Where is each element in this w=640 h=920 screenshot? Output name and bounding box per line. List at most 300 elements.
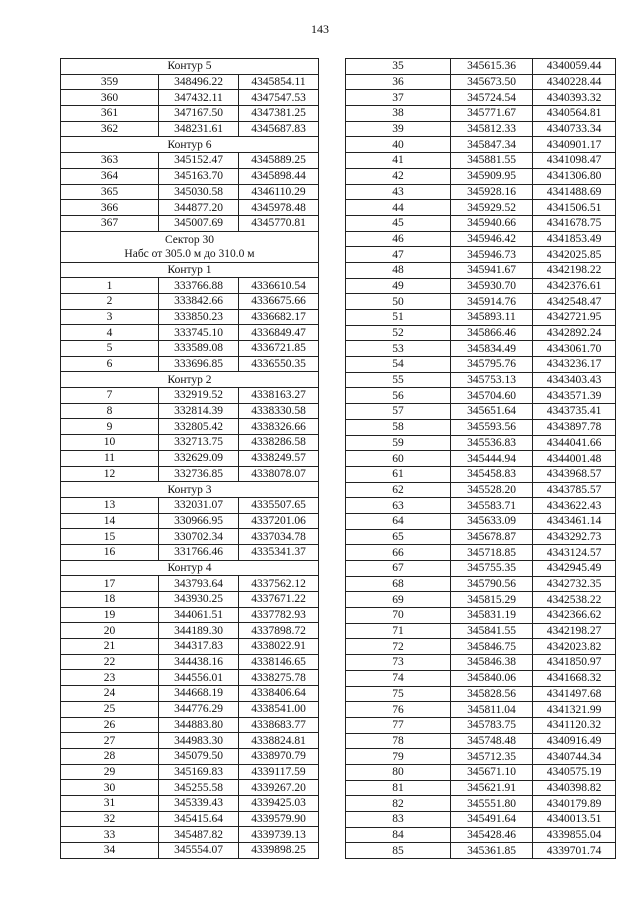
point-number: 30 xyxy=(61,780,159,796)
point-number: 41 xyxy=(346,153,451,169)
point-number: 35 xyxy=(346,59,451,75)
point-number: 4 xyxy=(61,325,159,341)
point-number: 20 xyxy=(61,623,159,639)
y-coordinate: 4339855.04 xyxy=(533,827,616,843)
x-coordinate: 344776.29 xyxy=(159,701,239,717)
y-coordinate: 4343968.57 xyxy=(533,466,616,482)
y-coordinate: 4344041.66 xyxy=(533,435,616,451)
point-number: 27 xyxy=(61,733,159,749)
x-coordinate: 345152.47 xyxy=(159,153,239,169)
table-row xyxy=(346,404,616,420)
x-coordinate: 345846.75 xyxy=(451,639,533,655)
table-row xyxy=(346,168,616,184)
table-row xyxy=(346,215,616,231)
x-coordinate: 345712.35 xyxy=(451,749,533,765)
point-number: 45 xyxy=(346,215,451,231)
point-number: 366 xyxy=(61,200,159,216)
x-coordinate: 348231.61 xyxy=(159,121,239,137)
table-row xyxy=(346,670,616,686)
point-number: 73 xyxy=(346,655,451,671)
point-number: 60 xyxy=(346,451,451,467)
table-row xyxy=(346,733,616,749)
table-row xyxy=(346,764,616,780)
x-coordinate: 345487.82 xyxy=(159,827,239,843)
section-header-line: Контур 5 xyxy=(167,60,212,73)
y-coordinate: 4336682.17 xyxy=(239,309,319,325)
point-number: 47 xyxy=(346,247,451,263)
x-coordinate: 345893.11 xyxy=(451,310,533,326)
y-coordinate: 4343236.17 xyxy=(533,357,616,373)
point-number: 62 xyxy=(346,482,451,498)
table-row xyxy=(61,184,319,200)
section-header-row xyxy=(61,262,319,278)
y-coordinate: 4342025.85 xyxy=(533,247,616,263)
y-coordinate: 4342732.35 xyxy=(533,576,616,592)
y-coordinate: 4342892.24 xyxy=(533,325,616,341)
table-row xyxy=(61,513,319,529)
y-coordinate: 4341098.47 xyxy=(533,153,616,169)
table-row xyxy=(61,90,319,106)
point-number: 59 xyxy=(346,435,451,451)
table-row xyxy=(346,639,616,655)
y-coordinate: 4338275.78 xyxy=(239,670,319,686)
table-row xyxy=(346,419,616,435)
table-row xyxy=(346,608,616,624)
table-row xyxy=(346,529,616,545)
x-coordinate: 344883.80 xyxy=(159,717,239,733)
point-number: 6 xyxy=(61,356,159,372)
point-number: 22 xyxy=(61,654,159,670)
point-number: 365 xyxy=(61,184,159,200)
section-header-line: Контур 2 xyxy=(167,373,212,386)
y-coordinate: 4341506.51 xyxy=(533,200,616,216)
point-number: 65 xyxy=(346,529,451,545)
point-number: 39 xyxy=(346,121,451,137)
y-coordinate: 4340733.34 xyxy=(533,121,616,137)
table-row xyxy=(346,74,616,90)
x-coordinate: 348496.22 xyxy=(159,74,239,90)
y-coordinate: 4338330.58 xyxy=(239,403,319,419)
x-coordinate: 345928.16 xyxy=(451,184,533,200)
point-number: 53 xyxy=(346,341,451,357)
table-row xyxy=(61,356,319,372)
y-coordinate: 4337782.93 xyxy=(239,607,319,623)
y-coordinate: 4340916.49 xyxy=(533,733,616,749)
y-coordinate: 4338970.79 xyxy=(239,748,319,764)
point-number: 31 xyxy=(61,795,159,811)
point-number: 24 xyxy=(61,686,159,702)
point-number: 29 xyxy=(61,764,159,780)
x-coordinate: 345846.38 xyxy=(451,655,533,671)
x-coordinate: 345444.94 xyxy=(451,451,533,467)
table-row xyxy=(346,780,616,796)
table-row xyxy=(61,497,319,513)
table-row xyxy=(346,686,616,702)
table-row xyxy=(61,293,319,309)
y-coordinate: 4341678.75 xyxy=(533,215,616,231)
y-coordinate: 4344001.48 xyxy=(533,451,616,467)
table-row xyxy=(346,513,616,529)
table-row xyxy=(61,654,319,670)
table-row xyxy=(61,544,319,560)
point-number: 361 xyxy=(61,106,159,122)
y-coordinate: 4337671.22 xyxy=(239,592,319,608)
x-coordinate: 345255.58 xyxy=(159,780,239,796)
x-coordinate: 330702.34 xyxy=(159,529,239,545)
x-coordinate: 345847.34 xyxy=(451,137,533,153)
y-coordinate: 4338683.77 xyxy=(239,717,319,733)
x-coordinate: 345718.85 xyxy=(451,545,533,561)
x-coordinate: 347432.11 xyxy=(159,90,239,106)
x-coordinate: 345415.64 xyxy=(159,811,239,827)
y-coordinate: 4338541.00 xyxy=(239,701,319,717)
table-row xyxy=(61,576,319,592)
x-coordinate: 345941.67 xyxy=(451,262,533,278)
x-coordinate: 332031.07 xyxy=(159,497,239,513)
y-coordinate: 4338163.27 xyxy=(239,388,319,404)
x-coordinate: 345169.83 xyxy=(159,764,239,780)
y-coordinate: 4340059.44 xyxy=(533,59,616,75)
table-row xyxy=(61,607,319,623)
y-coordinate: 4343061.70 xyxy=(533,341,616,357)
point-number: 40 xyxy=(346,137,451,153)
y-coordinate: 4338022.91 xyxy=(239,639,319,655)
point-number: 32 xyxy=(61,811,159,827)
y-coordinate: 4335341.37 xyxy=(239,544,319,560)
table-row xyxy=(346,357,616,373)
y-coordinate: 4341497.68 xyxy=(533,686,616,702)
x-coordinate: 343793.64 xyxy=(159,576,239,592)
section-header xyxy=(61,482,319,498)
point-number: 46 xyxy=(346,231,451,247)
y-coordinate: 4335507.65 xyxy=(239,497,319,513)
x-coordinate: 332736.85 xyxy=(159,466,239,482)
table-row xyxy=(346,812,616,828)
table-row xyxy=(61,168,319,184)
point-number: 54 xyxy=(346,357,451,373)
table-row xyxy=(61,403,319,419)
x-coordinate: 344189.30 xyxy=(159,623,239,639)
table-row xyxy=(346,90,616,106)
x-coordinate: 344983.30 xyxy=(159,733,239,749)
section-header-line: Контур 3 xyxy=(167,483,212,496)
y-coordinate: 4339739.13 xyxy=(239,827,319,843)
y-coordinate: 4346110.29 xyxy=(239,184,319,200)
y-coordinate: 4343897.78 xyxy=(533,419,616,435)
point-number: 78 xyxy=(346,733,451,749)
point-number: 83 xyxy=(346,812,451,828)
point-number: 1 xyxy=(61,278,159,294)
table-row xyxy=(346,466,616,482)
y-coordinate: 4342548.47 xyxy=(533,294,616,310)
point-number: 18 xyxy=(61,592,159,608)
x-coordinate: 347167.50 xyxy=(159,106,239,122)
x-coordinate: 345914.76 xyxy=(451,294,533,310)
point-number: 42 xyxy=(346,168,451,184)
x-coordinate: 345615.36 xyxy=(451,59,533,75)
table-row xyxy=(346,545,616,561)
point-number: 49 xyxy=(346,278,451,294)
y-coordinate: 4338146.65 xyxy=(239,654,319,670)
point-number: 76 xyxy=(346,702,451,718)
point-number: 21 xyxy=(61,639,159,655)
point-number: 85 xyxy=(346,843,451,859)
point-number: 13 xyxy=(61,497,159,513)
table-row xyxy=(61,764,319,780)
table-row xyxy=(61,701,319,717)
section-header-row xyxy=(61,231,319,262)
x-coordinate: 345783.75 xyxy=(451,717,533,733)
x-coordinate: 345946.42 xyxy=(451,231,533,247)
y-coordinate: 4341850.97 xyxy=(533,655,616,671)
x-coordinate: 345929.52 xyxy=(451,200,533,216)
table-row xyxy=(346,576,616,592)
point-number: 23 xyxy=(61,670,159,686)
x-coordinate: 343930.25 xyxy=(159,592,239,608)
x-coordinate: 333696.85 xyxy=(159,356,239,372)
table-row xyxy=(346,749,616,765)
x-coordinate: 345030.58 xyxy=(159,184,239,200)
point-number: 37 xyxy=(346,90,451,106)
x-coordinate: 345795.76 xyxy=(451,357,533,373)
y-coordinate: 4340564.81 xyxy=(533,106,616,122)
x-coordinate: 345724.54 xyxy=(451,90,533,106)
table-row xyxy=(346,137,616,153)
x-coordinate: 345651.64 xyxy=(451,404,533,420)
y-coordinate: 4341853.49 xyxy=(533,231,616,247)
x-coordinate: 345079.50 xyxy=(159,748,239,764)
point-number: 63 xyxy=(346,498,451,514)
table-row xyxy=(346,121,616,137)
x-coordinate: 345946.73 xyxy=(451,247,533,263)
y-coordinate: 4336721.85 xyxy=(239,341,319,357)
y-coordinate: 4343571.39 xyxy=(533,388,616,404)
section-header xyxy=(61,372,319,388)
y-coordinate: 4336675.66 xyxy=(239,293,319,309)
table-row xyxy=(61,153,319,169)
table-row xyxy=(346,200,616,216)
y-coordinate: 4345770.81 xyxy=(239,215,319,231)
x-coordinate: 345593.56 xyxy=(451,419,533,435)
coordinates-table-right xyxy=(345,58,616,859)
y-coordinate: 4338286.58 xyxy=(239,435,319,451)
x-coordinate: 345339.43 xyxy=(159,795,239,811)
table-row xyxy=(346,827,616,843)
x-coordinate: 332814.39 xyxy=(159,403,239,419)
table-row xyxy=(346,262,616,278)
table-row xyxy=(61,309,319,325)
y-coordinate: 4339898.25 xyxy=(239,843,319,859)
point-number: 84 xyxy=(346,827,451,843)
y-coordinate: 4337562.12 xyxy=(239,576,319,592)
x-coordinate: 345633.09 xyxy=(451,513,533,529)
y-coordinate: 4336550.35 xyxy=(239,356,319,372)
x-coordinate: 345671.10 xyxy=(451,764,533,780)
x-coordinate: 345811.04 xyxy=(451,702,533,718)
table-row xyxy=(61,592,319,608)
point-number: 56 xyxy=(346,388,451,404)
y-coordinate: 4343403.43 xyxy=(533,372,616,388)
point-number: 25 xyxy=(61,701,159,717)
table-row xyxy=(346,372,616,388)
x-coordinate: 345621.91 xyxy=(451,780,533,796)
page-number: 143 xyxy=(311,22,329,36)
point-number: 50 xyxy=(346,294,451,310)
point-number: 5 xyxy=(61,341,159,357)
y-coordinate: 4338326.66 xyxy=(239,419,319,435)
table-row xyxy=(61,670,319,686)
y-coordinate: 4340575.19 xyxy=(533,764,616,780)
point-number: 51 xyxy=(346,310,451,326)
section-header-row xyxy=(61,372,319,388)
y-coordinate: 4345898.44 xyxy=(239,168,319,184)
point-number: 48 xyxy=(346,262,451,278)
section-header-row xyxy=(61,59,319,75)
table-row xyxy=(61,278,319,294)
point-number: 360 xyxy=(61,90,159,106)
table-row xyxy=(346,717,616,733)
y-coordinate: 4342023.82 xyxy=(533,639,616,655)
y-coordinate: 4336849.47 xyxy=(239,325,319,341)
section-header-line: Сектор 30 xyxy=(164,233,215,246)
table-row xyxy=(61,795,319,811)
point-number: 70 xyxy=(346,608,451,624)
point-number: 74 xyxy=(346,670,451,686)
x-coordinate: 345007.69 xyxy=(159,215,239,231)
y-coordinate: 4341488.69 xyxy=(533,184,616,200)
table-row xyxy=(346,435,616,451)
y-coordinate: 4339701.74 xyxy=(533,843,616,859)
x-coordinate: 345940.66 xyxy=(451,215,533,231)
section-header xyxy=(61,231,319,262)
y-coordinate: 4341321.99 xyxy=(533,702,616,718)
table-row xyxy=(346,482,616,498)
table-row xyxy=(346,451,616,467)
point-number: 12 xyxy=(61,466,159,482)
y-coordinate: 4336610.54 xyxy=(239,278,319,294)
table-row xyxy=(61,827,319,843)
point-number: 44 xyxy=(346,200,451,216)
table-row xyxy=(346,106,616,122)
y-coordinate: 4343622.43 xyxy=(533,498,616,514)
y-coordinate: 4340744.34 xyxy=(533,749,616,765)
table-row xyxy=(61,466,319,482)
y-coordinate: 4341668.32 xyxy=(533,670,616,686)
x-coordinate: 345841.55 xyxy=(451,623,533,639)
x-coordinate: 345361.85 xyxy=(451,843,533,859)
table-row xyxy=(61,200,319,216)
table-row xyxy=(61,686,319,702)
table-row xyxy=(346,184,616,200)
y-coordinate: 4342721.95 xyxy=(533,310,616,326)
table-row xyxy=(61,106,319,122)
point-number: 36 xyxy=(346,74,451,90)
point-number: 34 xyxy=(61,843,159,859)
point-number: 367 xyxy=(61,215,159,231)
x-coordinate: 344877.20 xyxy=(159,200,239,216)
table-row xyxy=(346,341,616,357)
y-coordinate: 4343785.57 xyxy=(533,482,616,498)
section-header xyxy=(61,137,319,153)
point-number: 64 xyxy=(346,513,451,529)
point-number: 58 xyxy=(346,419,451,435)
point-number: 81 xyxy=(346,780,451,796)
point-number: 72 xyxy=(346,639,451,655)
point-number: 364 xyxy=(61,168,159,184)
point-number: 57 xyxy=(346,404,451,420)
table-row xyxy=(346,388,616,404)
y-coordinate: 4342366.62 xyxy=(533,608,616,624)
y-coordinate: 4340393.32 xyxy=(533,90,616,106)
table-row xyxy=(61,388,319,404)
x-coordinate: 344061.51 xyxy=(159,607,239,623)
point-number: 15 xyxy=(61,529,159,545)
y-coordinate: 4345687.83 xyxy=(239,121,319,137)
table-row xyxy=(346,59,616,75)
y-coordinate: 4339267.20 xyxy=(239,780,319,796)
x-coordinate: 345753.13 xyxy=(451,372,533,388)
point-number: 14 xyxy=(61,513,159,529)
x-coordinate: 345755.35 xyxy=(451,561,533,577)
point-number: 8 xyxy=(61,403,159,419)
y-coordinate: 4345854.11 xyxy=(239,74,319,90)
point-number: 17 xyxy=(61,576,159,592)
x-coordinate: 331766.46 xyxy=(159,544,239,560)
table-row xyxy=(346,655,616,671)
x-coordinate: 344556.01 xyxy=(159,670,239,686)
y-coordinate: 4343461.14 xyxy=(533,513,616,529)
x-coordinate: 345812.33 xyxy=(451,121,533,137)
point-number: 79 xyxy=(346,749,451,765)
section-header-row xyxy=(61,482,319,498)
y-coordinate: 4345978.48 xyxy=(239,200,319,216)
y-coordinate: 4340179.89 xyxy=(533,796,616,812)
section-header-line: Набс от 305.0 м до 310.0 м xyxy=(124,247,255,260)
point-number: 3 xyxy=(61,309,159,325)
table-row xyxy=(61,341,319,357)
y-coordinate: 4342198.27 xyxy=(533,623,616,639)
table-row xyxy=(61,717,319,733)
table-row xyxy=(61,748,319,764)
y-coordinate: 4338824.81 xyxy=(239,733,319,749)
y-coordinate: 4342376.61 xyxy=(533,278,616,294)
y-coordinate: 4347381.25 xyxy=(239,106,319,122)
x-coordinate: 333589.08 xyxy=(159,341,239,357)
x-coordinate: 345866.46 xyxy=(451,325,533,341)
point-number: 75 xyxy=(346,686,451,702)
point-number: 66 xyxy=(346,545,451,561)
x-coordinate: 345834.49 xyxy=(451,341,533,357)
table-row xyxy=(346,843,616,859)
point-number: 16 xyxy=(61,544,159,560)
y-coordinate: 4338249.57 xyxy=(239,450,319,466)
table-row xyxy=(61,811,319,827)
x-coordinate: 332713.75 xyxy=(159,435,239,451)
y-coordinate: 4338406.64 xyxy=(239,686,319,702)
table-row xyxy=(61,733,319,749)
x-coordinate: 333766.88 xyxy=(159,278,239,294)
table-row xyxy=(346,231,616,247)
table-row xyxy=(61,780,319,796)
point-number: 28 xyxy=(61,748,159,764)
y-coordinate: 4343292.73 xyxy=(533,529,616,545)
table-row xyxy=(61,529,319,545)
section-header-row xyxy=(61,560,319,576)
table-row xyxy=(61,639,319,655)
x-coordinate: 345840.06 xyxy=(451,670,533,686)
table-row xyxy=(346,498,616,514)
table-row xyxy=(346,592,616,608)
